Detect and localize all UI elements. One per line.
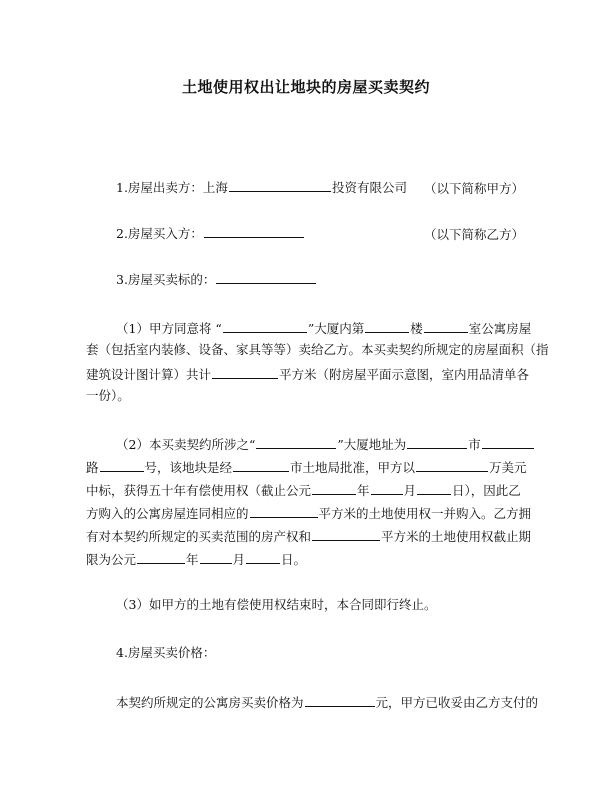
para2-text: 限为公元 bbox=[86, 552, 137, 567]
seller-name-blank[interactable] bbox=[229, 179, 331, 192]
para2-line3 bbox=[86, 482, 521, 498]
para2-text: 中标，获得五十年有偿使用权（截止公元 bbox=[86, 483, 312, 498]
building-name-blank-2[interactable] bbox=[256, 436, 336, 449]
para2-text: 万美元 bbox=[489, 460, 527, 475]
expiry-month-blank[interactable] bbox=[371, 482, 403, 495]
para2-text: ”大厦地址为 bbox=[337, 437, 407, 452]
para1-text: 室公寓房屋 bbox=[468, 321, 532, 336]
bid-amount-blank[interactable] bbox=[416, 459, 488, 472]
para1-text: 建筑设计图计算）共计 bbox=[86, 367, 212, 382]
para2-text: 平方米的土地使用权一并购入。乙方拥 bbox=[318, 506, 532, 521]
para2-text: 月 bbox=[232, 552, 246, 567]
para1-text: ”大厦内第 bbox=[307, 321, 365, 336]
seller-suffix: 投资有限公司 bbox=[331, 180, 407, 195]
expiry-year-blank[interactable] bbox=[312, 482, 356, 495]
para1-line3 bbox=[86, 366, 529, 382]
address-blank[interactable] bbox=[482, 436, 534, 449]
buyer-label: 2.房屋买入方： bbox=[116, 226, 203, 241]
bureau-city-blank[interactable] bbox=[233, 459, 289, 472]
para1-line4: 一份）。 bbox=[86, 388, 130, 403]
para2-text: 日），因此乙 bbox=[452, 483, 521, 498]
para1-line1 bbox=[116, 320, 531, 336]
para2-text: 日。 bbox=[281, 552, 307, 567]
para2-text: 市 bbox=[468, 437, 481, 452]
para2-text: 路 bbox=[86, 460, 99, 475]
subject-label: 3.房屋买卖标的： bbox=[116, 272, 216, 287]
para2-line6 bbox=[86, 551, 306, 567]
para2-line5 bbox=[86, 528, 531, 544]
price-label: 4.房屋买卖价格： bbox=[116, 645, 216, 660]
price-text: 元，甲方已收妥由乙方支付的 bbox=[375, 695, 539, 710]
para1-text: 平方米（附房屋平面示意图，室内用品清单各 bbox=[279, 367, 530, 382]
area-blank[interactable] bbox=[212, 366, 278, 379]
para1-text: （1）甲方同意将 “ bbox=[116, 321, 222, 336]
price-line1 bbox=[116, 694, 538, 710]
para1-line2: 套（包括室内装修、设备、家具等等）卖给乙方。本买卖契约所规定的房屋面积（指 bbox=[86, 342, 549, 357]
land-area-blank[interactable] bbox=[250, 505, 318, 518]
subject-line bbox=[116, 271, 317, 287]
para2-text: 号，该地块是经 bbox=[144, 460, 233, 475]
buyer-note: （以下简称乙方） bbox=[424, 227, 525, 242]
para2-line4 bbox=[86, 505, 531, 521]
buyer-name-blank[interactable] bbox=[204, 225, 304, 238]
road-blank[interactable] bbox=[100, 459, 144, 472]
document-title: 土地使用权出让地块的房屋买卖契约 bbox=[181, 78, 430, 96]
price-amount-blank[interactable] bbox=[305, 694, 375, 707]
price-text: 本契约所规定的公寓房买卖价格为 bbox=[116, 695, 304, 710]
term-day-blank[interactable] bbox=[246, 551, 280, 564]
room-blank[interactable] bbox=[424, 320, 468, 333]
para2-text: 年 bbox=[186, 552, 199, 567]
para2-text: 市土地局批准，甲方以 bbox=[290, 460, 416, 475]
floor-blank[interactable] bbox=[365, 320, 409, 333]
para2-text: 有对本契约所规定的买卖范围的房产权和 bbox=[86, 529, 312, 544]
seller-label: 1.房屋出卖方：上海 bbox=[116, 180, 228, 195]
para2-line2 bbox=[86, 459, 527, 475]
land-area-blank-2[interactable] bbox=[312, 528, 380, 541]
para2-text: 月 bbox=[403, 483, 417, 498]
term-year-blank[interactable] bbox=[137, 551, 185, 564]
expiry-day-blank[interactable] bbox=[417, 482, 451, 495]
seller-note: （以下简称甲方） bbox=[424, 181, 525, 196]
para1-text: 楼 bbox=[410, 321, 423, 336]
para2-text: 年 bbox=[357, 483, 370, 498]
para2-text: 方购入的公寓房屋连同相应的 bbox=[86, 506, 249, 521]
subject-blank[interactable] bbox=[216, 271, 316, 284]
buyer-line bbox=[116, 225, 305, 241]
para3-line: （3）如甲方的土地有偿使用权结束时，本合同即行终止。 bbox=[116, 597, 437, 612]
term-month-blank[interactable] bbox=[200, 551, 232, 564]
para2-text: （2）本买卖契约所涉之“ bbox=[116, 437, 256, 452]
city-blank[interactable] bbox=[407, 436, 467, 449]
para2-text: 平方米的土地使用权截止期 bbox=[381, 529, 532, 544]
para2-line1 bbox=[116, 436, 535, 452]
building-name-blank[interactable] bbox=[223, 320, 307, 333]
seller-line bbox=[116, 179, 407, 195]
